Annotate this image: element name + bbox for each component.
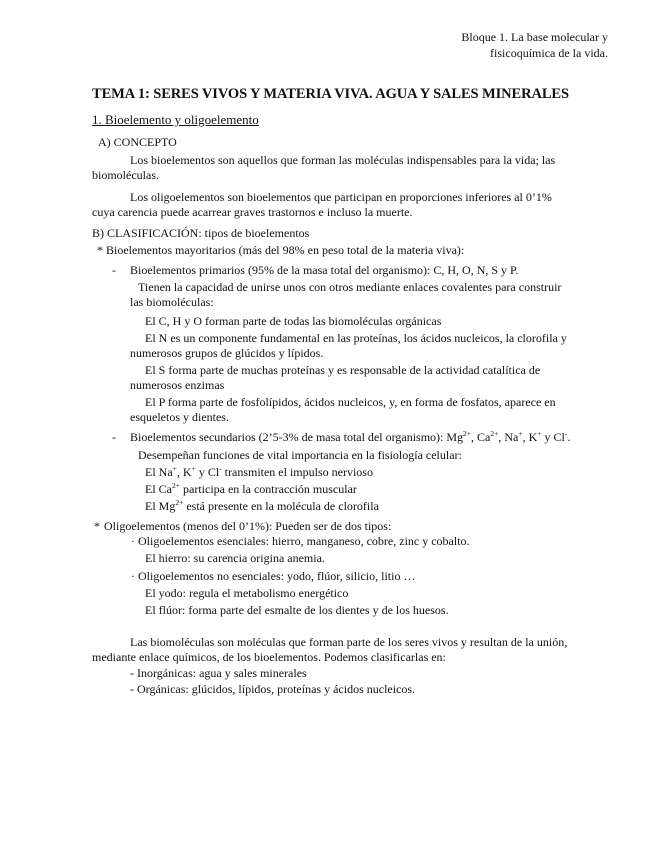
charge: + [537, 429, 542, 438]
ion-symbol: Cl [553, 430, 565, 444]
charge: 2+ [463, 429, 472, 438]
ion-symbol: Cl [207, 465, 220, 479]
oligo-esenciales-line: · Oligoelementos esenciales: hierro, manganeso, cobre, zinc y cobalto. [131, 534, 470, 548]
oligo-fluor-line: El flúor: forma parte del esmalte de los dientes y de los huesos. [145, 603, 449, 617]
primarios-p-line-1: El P forma parte de fosfolípidos, ácidos nucleicos, y, en forma de fosfatos, aparece en [145, 395, 556, 409]
ion-symbol: Na [504, 430, 519, 444]
ion-symbol: Ca [158, 482, 173, 496]
oligoelementos-line: Oligoelementos (menos del 0’1%): Pueden ser de dos tipos: [104, 519, 392, 533]
running-header [348, 29, 608, 61]
bullet-star: * [97, 243, 103, 257]
ion-symbol: Na [158, 465, 173, 479]
primarios-chon-line: El C, H y O forman parte de todas las biomoléculas orgánicas [145, 314, 442, 328]
bullet-dash: - [112, 263, 116, 277]
primarios-p-line-2: esqueletos y dientes. [130, 410, 229, 424]
charge: 2+ [490, 429, 499, 438]
bullet-dash: - [112, 430, 116, 444]
primarios-s-line-1: El S forma parte de muchas proteínas y es responsable de la actividad catalítica de [145, 363, 541, 377]
primarios-n-line-2: numerosos grupos de glúcidos y lípidos. [130, 346, 324, 360]
ion-symbol: K [182, 465, 192, 479]
primarios-n-line-1: El N es un componente fundamental en las proteínas, los ácidos nucleicos, la clorofila y [145, 331, 567, 345]
primarios-s-line-2: numerosos enzimas [130, 378, 225, 392]
ion-symbol: K [528, 430, 538, 444]
secundarios-funciones-line: Desempeñan funciones de vital importancia en la fisiología celular: [138, 448, 462, 462]
primarios-paragraph-line-1: Tienen la capacidad de unirse unos con otros mediante enlaces covalentes para construir [138, 280, 562, 294]
secundarios-nak-line: El Na+, K+ y Cl- transmiten el impulso nervioso [145, 464, 373, 479]
oligo-hierro-line: El hierro: su carencia origina anemia. [145, 551, 325, 565]
charge: - [564, 429, 568, 438]
biomoleculas-line-1: Las biomoléculas son moléculas que forman parte de los seres vivos y resultan de la unión, [130, 635, 568, 649]
ion-symbol: Mg [158, 499, 176, 513]
concepto-paragraph-2-line-2: cuya carencia puede acarrear graves trastornos e incluso la muerte. [92, 205, 413, 219]
concepto-paragraph-1-line-1: Los bioelementos son aquellos que forman las moléculas indispensables para la vida; las [130, 153, 556, 167]
concepto-paragraph-1-line-2: biomoléculas. [92, 168, 159, 182]
header-line-1: Bloque 1. La base molecular y [461, 30, 608, 44]
biomoleculas-item-inorganicas: - Inorgánicas: agua y sales minerales [130, 666, 307, 680]
secundarios-ca-line: El $Ca^{2+}$ participa en la contracción muscular [145, 481, 357, 496]
secundarios-line: Bioelementos secundarios (2’5-3% de masa total del organismo): $Mg^{2+}$, $Ca^{2+}$, Na+, K+ y Cl-. [130, 429, 571, 444]
header-line-2: fisicoquímica de la vida. [490, 46, 608, 60]
primarios-line: Bioelementos primarios (95% de la masa total del organismo): C, H, O, N, S y P. [130, 263, 519, 277]
bullet-star: * [94, 519, 100, 533]
concepto-heading: A) CONCEPTO [98, 135, 177, 149]
secundarios-text: Bioelementos secundarios (2’5-3% de masa total del organismo): Mg [130, 430, 464, 444]
oligo-no-esenciales-line: · Oligoelementos no esenciales: yodo, flúor, silicio, litio … [131, 569, 416, 583]
charge: 2+ [172, 481, 180, 490]
biomoleculas-line-2: mediante enlace químicos, de los bioelementos. Podemos clasificarlas en: [92, 650, 446, 664]
charge: + [172, 464, 177, 473]
charge: - [219, 464, 222, 473]
concepto-paragraph-2-line-1: Los oligoelementos son bioelementos que participan en proporciones inferiores al 0’1% [130, 190, 552, 204]
topic-title: TEMA 1: SERES VIVOS Y MATERIA VIVA. AGUA Y SALES MINERALES [92, 86, 569, 102]
oligo-yodo-line: El yodo: regula el metabolismo energético [145, 586, 349, 600]
biomoleculas-item-organicas: - Orgánicas: glúcidos, lípidos, proteínas y ácidos nucleicos. [130, 682, 416, 696]
secundarios-mg-line: El $Mg^{2+}$ está presente en la molécula de clorofila [145, 498, 379, 513]
charge: + [191, 464, 196, 473]
primarios-paragraph-line-2: las biomoléculas: [130, 295, 214, 309]
mayoritarios-line: Bioelementos mayoritarios (más del 98% en peso total de la materia viva): [106, 243, 465, 257]
charge: + [518, 429, 523, 438]
section-heading: 1. Bioelemento y oligoelemento [92, 112, 259, 127]
charge: 2+ [175, 498, 184, 507]
clasificacion-heading: B) CLASIFICACIÓN: tipos de bioelementos [92, 226, 310, 240]
ion-symbol: Ca [477, 430, 491, 444]
